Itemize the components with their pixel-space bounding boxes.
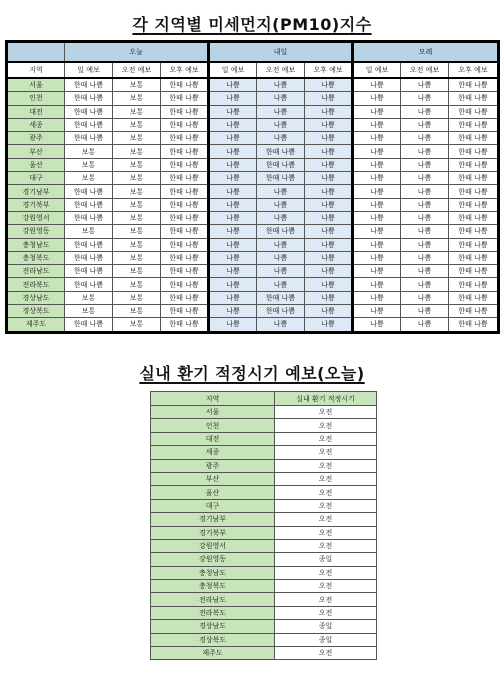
- region-header: 지역: [7, 62, 65, 78]
- ventilation-table: [150, 391, 377, 660]
- forecast-cell-today: 한때 나쁨: [161, 305, 209, 318]
- forecast-cell-tomorrow: 한때 나쁨: [257, 305, 305, 318]
- table-row: [151, 539, 377, 552]
- forecast-cell-today: 보통: [113, 305, 161, 318]
- forecast-cell-dayafter: 나쁨: [353, 172, 401, 185]
- forecast-cell-tomorrow: 나쁨: [209, 185, 257, 198]
- pm10-title: 각 지역별 미세먼지(PM10)지수: [132, 15, 372, 34]
- forecast-cell-tomorrow: 한때 나쁨: [257, 291, 305, 304]
- forecast-cell-dayafter: 한때 나쁨: [449, 238, 499, 251]
- table-row: [7, 318, 499, 332]
- ventilation-time-cell: 오전: [275, 419, 377, 432]
- region-cell: 제주도: [151, 647, 275, 660]
- forecast-cell-dayafter: 한때 나쁨: [449, 211, 499, 224]
- region-cell: 충청북도: [151, 580, 275, 593]
- ventilation-time-cell: 오전: [275, 526, 377, 539]
- forecast-cell-dayafter: 나쁨: [401, 198, 449, 211]
- forecast-cell-today: 한때 나쁨: [161, 105, 209, 118]
- slot-header-row: [7, 62, 499, 78]
- table-row: [7, 92, 499, 105]
- region-cell: 전라남도: [151, 593, 275, 606]
- forecast-cell-today: 한때 나쁨: [161, 251, 209, 264]
- region-cell: 울산: [151, 486, 275, 499]
- region-cell: 부산: [7, 145, 65, 158]
- forecast-cell-today: 한때 나쁨: [65, 92, 113, 105]
- forecast-cell-today: 보통: [113, 225, 161, 238]
- forecast-cell-today: 보통: [113, 318, 161, 332]
- forecast-cell-tomorrow: 나쁨: [305, 132, 353, 145]
- region-cell: 경상북도: [7, 305, 65, 318]
- slot-header: 오후 예보: [305, 62, 353, 78]
- forecast-cell-dayafter: 한때 나쁨: [449, 145, 499, 158]
- ventilation-time-cell: 오전: [275, 606, 377, 619]
- forecast-cell-tomorrow: 나쁨: [209, 225, 257, 238]
- forecast-cell-tomorrow: 나쁨: [305, 305, 353, 318]
- table-row: [151, 593, 377, 606]
- forecast-cell-today: 보통: [113, 118, 161, 131]
- slot-header: 오전 예보: [257, 62, 305, 78]
- forecast-cell-tomorrow: 나쁨: [257, 318, 305, 332]
- forecast-cell-today: 보통: [113, 238, 161, 251]
- forecast-cell-tomorrow: 나쁨: [209, 291, 257, 304]
- forecast-cell-today: 보통: [113, 211, 161, 224]
- ventilation-header-row: [151, 392, 377, 406]
- forecast-cell-tomorrow: 나쁨: [257, 265, 305, 278]
- forecast-cell-dayafter: 나쁨: [353, 278, 401, 291]
- region-cell: 강원영서: [151, 539, 275, 552]
- forecast-cell-dayafter: 나쁨: [401, 118, 449, 131]
- forecast-cell-tomorrow: 한때 나쁨: [257, 145, 305, 158]
- forecast-cell-dayafter: 나쁨: [353, 158, 401, 171]
- ventilation-title: 실내 환기 적정시기 예보(오늘): [139, 364, 365, 383]
- region-corner: [7, 42, 65, 63]
- region-cell: 광주: [7, 132, 65, 145]
- table-row: [151, 472, 377, 485]
- forecast-cell-today: 보통: [113, 145, 161, 158]
- forecast-cell-today: 한때 나쁨: [161, 78, 209, 92]
- table-row: [151, 499, 377, 512]
- region-cell: 경기남부: [151, 513, 275, 526]
- ventilation-time-cell: 종일: [275, 633, 377, 646]
- forecast-cell-today: 보통: [113, 172, 161, 185]
- forecast-cell-tomorrow: 나쁨: [209, 118, 257, 131]
- forecast-cell-dayafter: 나쁨: [353, 238, 401, 251]
- forecast-cell-dayafter: 한때 나쁨: [449, 92, 499, 105]
- region-cell: 세종: [7, 118, 65, 131]
- table-row: [7, 305, 499, 318]
- forecast-cell-today: 한때 나쁨: [65, 198, 113, 211]
- table-row: [7, 172, 499, 185]
- region-cell: 전라북도: [151, 606, 275, 619]
- forecast-cell-today: 한때 나쁨: [65, 211, 113, 224]
- forecast-cell-today: 보통: [113, 291, 161, 304]
- slot-header: 오전 예보: [113, 62, 161, 78]
- pm10-table-body: [7, 78, 499, 332]
- forecast-cell-today: 한때 나쁨: [65, 318, 113, 332]
- forecast-cell-today: 보통: [113, 278, 161, 291]
- forecast-cell-tomorrow: 나쁨: [305, 251, 353, 264]
- forecast-cell-dayafter: 나쁨: [353, 318, 401, 332]
- forecast-cell-today: 보통: [113, 198, 161, 211]
- forecast-cell-tomorrow: 나쁨: [305, 211, 353, 224]
- forecast-cell-today: 보통: [65, 225, 113, 238]
- forecast-cell-tomorrow: 나쁨: [257, 105, 305, 118]
- forecast-cell-tomorrow: 나쁨: [305, 105, 353, 118]
- forecast-cell-tomorrow: 나쁨: [305, 172, 353, 185]
- forecast-cell-tomorrow: 나쁨: [257, 238, 305, 251]
- forecast-cell-today: 보통: [65, 172, 113, 185]
- region-cell: 경상남도: [151, 620, 275, 633]
- forecast-cell-dayafter: 한때 나쁨: [449, 198, 499, 211]
- table-row: [7, 105, 499, 118]
- region-cell: 대전: [151, 432, 275, 445]
- region-cell: 경상북도: [151, 633, 275, 646]
- forecast-cell-today: 한때 나쁨: [161, 172, 209, 185]
- table-row: [7, 158, 499, 171]
- table-row: [151, 647, 377, 660]
- table-row: [151, 406, 377, 419]
- forecast-cell-today: 보통: [113, 105, 161, 118]
- forecast-cell-dayafter: 나쁨: [353, 78, 401, 92]
- forecast-cell-tomorrow: 나쁨: [209, 92, 257, 105]
- region-cell: 서울: [7, 78, 65, 92]
- forecast-cell-today: 보통: [65, 145, 113, 158]
- forecast-cell-today: 한때 나쁨: [65, 251, 113, 264]
- table-row: [151, 446, 377, 459]
- ventilation-time-cell: 오전: [275, 539, 377, 552]
- slot-header: 오전 예보: [401, 62, 449, 78]
- region-cell: 경상남도: [7, 291, 65, 304]
- forecast-cell-dayafter: 나쁨: [401, 185, 449, 198]
- forecast-cell-tomorrow: 나쁨: [257, 211, 305, 224]
- table-row: [151, 432, 377, 445]
- forecast-cell-dayafter: 나쁨: [353, 185, 401, 198]
- forecast-cell-today: 한때 나쁨: [65, 132, 113, 145]
- forecast-cell-tomorrow: 나쁨: [209, 145, 257, 158]
- ventilation-time-cell: 오전: [275, 472, 377, 485]
- forecast-cell-tomorrow: 나쁨: [209, 238, 257, 251]
- forecast-cell-dayafter: 한때 나쁨: [449, 278, 499, 291]
- forecast-cell-tomorrow: 한때 나쁨: [257, 225, 305, 238]
- table-row: [7, 132, 499, 145]
- table-row: [7, 265, 499, 278]
- ventilation-time-cell: 오전: [275, 513, 377, 526]
- forecast-cell-dayafter: 나쁨: [401, 92, 449, 105]
- region-cell: 강원영동: [151, 553, 275, 566]
- forecast-cell-today: 보통: [65, 305, 113, 318]
- forecast-cell-dayafter: 한때 나쁨: [449, 172, 499, 185]
- region-cell: 경기북부: [7, 198, 65, 211]
- forecast-cell-tomorrow: 나쁨: [305, 158, 353, 171]
- forecast-cell-dayafter: 나쁨: [401, 291, 449, 304]
- table-row: [7, 225, 499, 238]
- slot-header: 오후 예보: [449, 62, 499, 78]
- forecast-cell-tomorrow: 나쁨: [209, 305, 257, 318]
- forecast-cell-dayafter: 한때 나쁨: [449, 132, 499, 145]
- forecast-cell-dayafter: 나쁨: [353, 265, 401, 278]
- forecast-cell-dayafter: 나쁨: [353, 225, 401, 238]
- slot-header: 일 예보: [353, 62, 401, 78]
- forecast-cell-today: 보통: [113, 92, 161, 105]
- region-cell: 대구: [7, 172, 65, 185]
- forecast-cell-tomorrow: 나쁨: [305, 318, 353, 332]
- region-cell: 전라남도: [7, 265, 65, 278]
- forecast-cell-dayafter: 나쁨: [401, 265, 449, 278]
- forecast-cell-today: 한때 나쁨: [161, 118, 209, 131]
- region-cell: 경기북부: [151, 526, 275, 539]
- forecast-cell-dayafter: 나쁨: [353, 132, 401, 145]
- table-row: [151, 580, 377, 593]
- ventilation-time-cell: 오전: [275, 446, 377, 459]
- region-cell: 대구: [151, 499, 275, 512]
- forecast-cell-tomorrow: 나쁨: [209, 172, 257, 185]
- ventilation-time-cell: 오전: [275, 593, 377, 606]
- region-cell: 강원영서: [7, 211, 65, 224]
- forecast-cell-dayafter: 나쁨: [353, 251, 401, 264]
- table-row: [7, 198, 499, 211]
- table-row: [7, 238, 499, 251]
- forecast-cell-tomorrow: 나쁨: [305, 238, 353, 251]
- forecast-cell-today: 보통: [65, 158, 113, 171]
- forecast-cell-dayafter: 한때 나쁨: [449, 305, 499, 318]
- ventilation-time-cell: 오전: [275, 406, 377, 419]
- pm10-forecast-table: [5, 40, 500, 334]
- day-header-today: 오늘: [65, 42, 209, 63]
- forecast-cell-dayafter: 한때 나쁨: [449, 105, 499, 118]
- forecast-cell-today: 한때 나쁨: [65, 118, 113, 131]
- forecast-cell-today: 보통: [113, 132, 161, 145]
- forecast-cell-tomorrow: 나쁨: [257, 92, 305, 105]
- ventilation-time-cell: 오전: [275, 432, 377, 445]
- ventilation-time-header: 실내 환기 적정시기: [275, 392, 377, 406]
- forecast-cell-tomorrow: 나쁨: [209, 78, 257, 92]
- forecast-cell-today: 한때 나쁨: [161, 92, 209, 105]
- forecast-cell-today: 한때 나쁨: [65, 105, 113, 118]
- forecast-cell-tomorrow: 나쁨: [209, 318, 257, 332]
- forecast-cell-today: 한때 나쁨: [65, 185, 113, 198]
- forecast-cell-tomorrow: 나쁨: [209, 198, 257, 211]
- ventilation-time-cell: 오전: [275, 459, 377, 472]
- table-row: [7, 185, 499, 198]
- forecast-cell-dayafter: 나쁨: [401, 318, 449, 332]
- forecast-cell-tomorrow: 나쁨: [305, 118, 353, 131]
- table-row: [151, 566, 377, 579]
- forecast-cell-dayafter: 나쁨: [401, 225, 449, 238]
- ventilation-time-cell: 오전: [275, 580, 377, 593]
- ventilation-region-header: 지역: [151, 392, 275, 406]
- region-cell: 서울: [151, 406, 275, 419]
- forecast-cell-dayafter: 나쁨: [353, 198, 401, 211]
- forecast-cell-tomorrow: 나쁨: [257, 78, 305, 92]
- forecast-cell-tomorrow: 나쁨: [209, 251, 257, 264]
- forecast-cell-dayafter: 나쁨: [401, 251, 449, 264]
- forecast-cell-today: 한때 나쁨: [161, 291, 209, 304]
- table-row: [151, 526, 377, 539]
- forecast-cell-dayafter: 나쁨: [353, 105, 401, 118]
- forecast-cell-dayafter: 한때 나쁨: [449, 158, 499, 171]
- forecast-cell-tomorrow: 나쁨: [305, 78, 353, 92]
- region-cell: 광주: [151, 459, 275, 472]
- forecast-cell-today: 보통: [113, 158, 161, 171]
- table-row: [151, 459, 377, 472]
- region-cell: 충청북도: [7, 251, 65, 264]
- forecast-cell-dayafter: 나쁨: [401, 78, 449, 92]
- forecast-cell-dayafter: 나쁨: [401, 278, 449, 291]
- forecast-cell-today: 한때 나쁨: [161, 145, 209, 158]
- forecast-cell-today: 한때 나쁨: [161, 198, 209, 211]
- table-row: [151, 513, 377, 526]
- forecast-cell-dayafter: 한때 나쁨: [449, 225, 499, 238]
- forecast-cell-dayafter: 나쁨: [401, 172, 449, 185]
- forecast-cell-today: 한때 나쁨: [65, 78, 113, 92]
- forecast-cell-dayafter: 나쁨: [353, 118, 401, 131]
- forecast-cell-dayafter: 한때 나쁨: [449, 291, 499, 304]
- forecast-cell-today: 한때 나쁨: [161, 238, 209, 251]
- ventilation-time-cell: 오전: [275, 647, 377, 660]
- forecast-cell-tomorrow: 나쁨: [305, 185, 353, 198]
- ventilation-time-cell: 오전: [275, 486, 377, 499]
- table-row: [151, 553, 377, 566]
- forecast-cell-dayafter: 나쁨: [353, 92, 401, 105]
- table-row: [7, 278, 499, 291]
- ventilation-time-cell: 종일: [275, 553, 377, 566]
- ventilation-table-body: [151, 406, 377, 660]
- forecast-cell-today: 한때 나쁨: [161, 225, 209, 238]
- forecast-cell-today: 한때 나쁨: [161, 158, 209, 171]
- ventilation-time-cell: 오전: [275, 499, 377, 512]
- forecast-cell-dayafter: 한때 나쁨: [449, 265, 499, 278]
- forecast-cell-dayafter: 나쁨: [401, 305, 449, 318]
- forecast-cell-tomorrow: 나쁨: [257, 132, 305, 145]
- forecast-cell-tomorrow: 나쁨: [305, 291, 353, 304]
- region-cell: 제주도: [7, 318, 65, 332]
- table-row: [151, 606, 377, 619]
- forecast-cell-dayafter: 나쁨: [353, 211, 401, 224]
- forecast-cell-dayafter: 나쁨: [353, 305, 401, 318]
- forecast-cell-dayafter: 나쁨: [353, 145, 401, 158]
- forecast-cell-tomorrow: 나쁨: [305, 265, 353, 278]
- forecast-cell-dayafter: 한때 나쁨: [449, 78, 499, 92]
- forecast-cell-today: 보통: [113, 251, 161, 264]
- ventilation-time-cell: 종일: [275, 620, 377, 633]
- forecast-cell-dayafter: 한때 나쁨: [449, 318, 499, 332]
- forecast-cell-today: 한때 나쁨: [161, 318, 209, 332]
- region-cell: 충청남도: [7, 238, 65, 251]
- forecast-cell-tomorrow: 나쁨: [305, 225, 353, 238]
- region-cell: 전라북도: [7, 278, 65, 291]
- table-row: [7, 211, 499, 224]
- forecast-cell-dayafter: 한때 나쁨: [449, 185, 499, 198]
- forecast-cell-today: 한때 나쁨: [65, 278, 113, 291]
- forecast-cell-tomorrow: 나쁨: [257, 198, 305, 211]
- forecast-cell-tomorrow: 나쁨: [305, 198, 353, 211]
- forecast-cell-today: 한때 나쁨: [161, 278, 209, 291]
- forecast-cell-tomorrow: 나쁨: [257, 185, 305, 198]
- forecast-cell-tomorrow: 나쁨: [209, 158, 257, 171]
- table-row: [151, 633, 377, 646]
- forecast-cell-today: 보통: [113, 185, 161, 198]
- forecast-cell-tomorrow: 나쁨: [209, 132, 257, 145]
- forecast-cell-dayafter: 나쁨: [401, 158, 449, 171]
- ventilation-time-cell: 오전: [275, 566, 377, 579]
- forecast-cell-dayafter: 나쁨: [401, 145, 449, 158]
- table-row: [7, 78, 499, 92]
- forecast-cell-today: 한때 나쁨: [161, 185, 209, 198]
- forecast-cell-tomorrow: 나쁨: [257, 278, 305, 291]
- forecast-cell-tomorrow: 나쁨: [305, 92, 353, 105]
- slot-header: 일 예보: [209, 62, 257, 78]
- forecast-cell-dayafter: 나쁨: [401, 132, 449, 145]
- table-row: [7, 145, 499, 158]
- forecast-cell-tomorrow: 나쁨: [305, 145, 353, 158]
- region-cell: 세종: [151, 446, 275, 459]
- table-row: [7, 291, 499, 304]
- forecast-cell-today: 한때 나쁨: [161, 211, 209, 224]
- region-cell: 인천: [7, 92, 65, 105]
- forecast-cell-tomorrow: 나쁨: [209, 211, 257, 224]
- forecast-cell-tomorrow: 한때 나쁨: [257, 172, 305, 185]
- table-row: [7, 251, 499, 264]
- forecast-cell-tomorrow: 나쁨: [305, 278, 353, 291]
- forecast-cell-tomorrow: 나쁨: [257, 251, 305, 264]
- region-cell: 울산: [7, 158, 65, 171]
- forecast-cell-tomorrow: 나쁨: [209, 265, 257, 278]
- forecast-cell-dayafter: 나쁨: [353, 291, 401, 304]
- forecast-cell-today: 보통: [113, 265, 161, 278]
- day-header-tomorrow: 내일: [209, 42, 353, 63]
- region-cell: 인천: [151, 419, 275, 432]
- region-cell: 충청남도: [151, 566, 275, 579]
- table-row: [151, 486, 377, 499]
- forecast-cell-today: 한때 나쁨: [161, 132, 209, 145]
- forecast-cell-tomorrow: 나쁨: [257, 118, 305, 131]
- forecast-cell-today: 한때 나쁨: [65, 265, 113, 278]
- region-cell: 대전: [7, 105, 65, 118]
- forecast-cell-dayafter: 나쁨: [401, 238, 449, 251]
- forecast-cell-tomorrow: 한때 나쁨: [257, 158, 305, 171]
- day-header-row: [7, 42, 499, 63]
- forecast-cell-today: 보통: [65, 291, 113, 304]
- forecast-cell-dayafter: 한때 나쁨: [449, 251, 499, 264]
- forecast-cell-tomorrow: 나쁨: [209, 105, 257, 118]
- day-header-dayafter: 모레: [353, 42, 499, 63]
- forecast-cell-today: 보통: [113, 78, 161, 92]
- forecast-cell-today: 한때 나쁨: [65, 238, 113, 251]
- slot-header: 일 예보: [65, 62, 113, 78]
- forecast-cell-today: 한때 나쁨: [161, 265, 209, 278]
- forecast-cell-dayafter: 나쁨: [401, 105, 449, 118]
- forecast-cell-dayafter: 나쁨: [401, 211, 449, 224]
- table-row: [7, 118, 499, 131]
- slot-header: 오후 예보: [161, 62, 209, 78]
- region-cell: 경기남부: [7, 185, 65, 198]
- region-cell: 강원영동: [7, 225, 65, 238]
- forecast-cell-dayafter: 한때 나쁨: [449, 118, 499, 131]
- table-row: [151, 620, 377, 633]
- forecast-cell-tomorrow: 나쁨: [209, 278, 257, 291]
- table-row: [151, 419, 377, 432]
- region-cell: 부산: [151, 472, 275, 485]
